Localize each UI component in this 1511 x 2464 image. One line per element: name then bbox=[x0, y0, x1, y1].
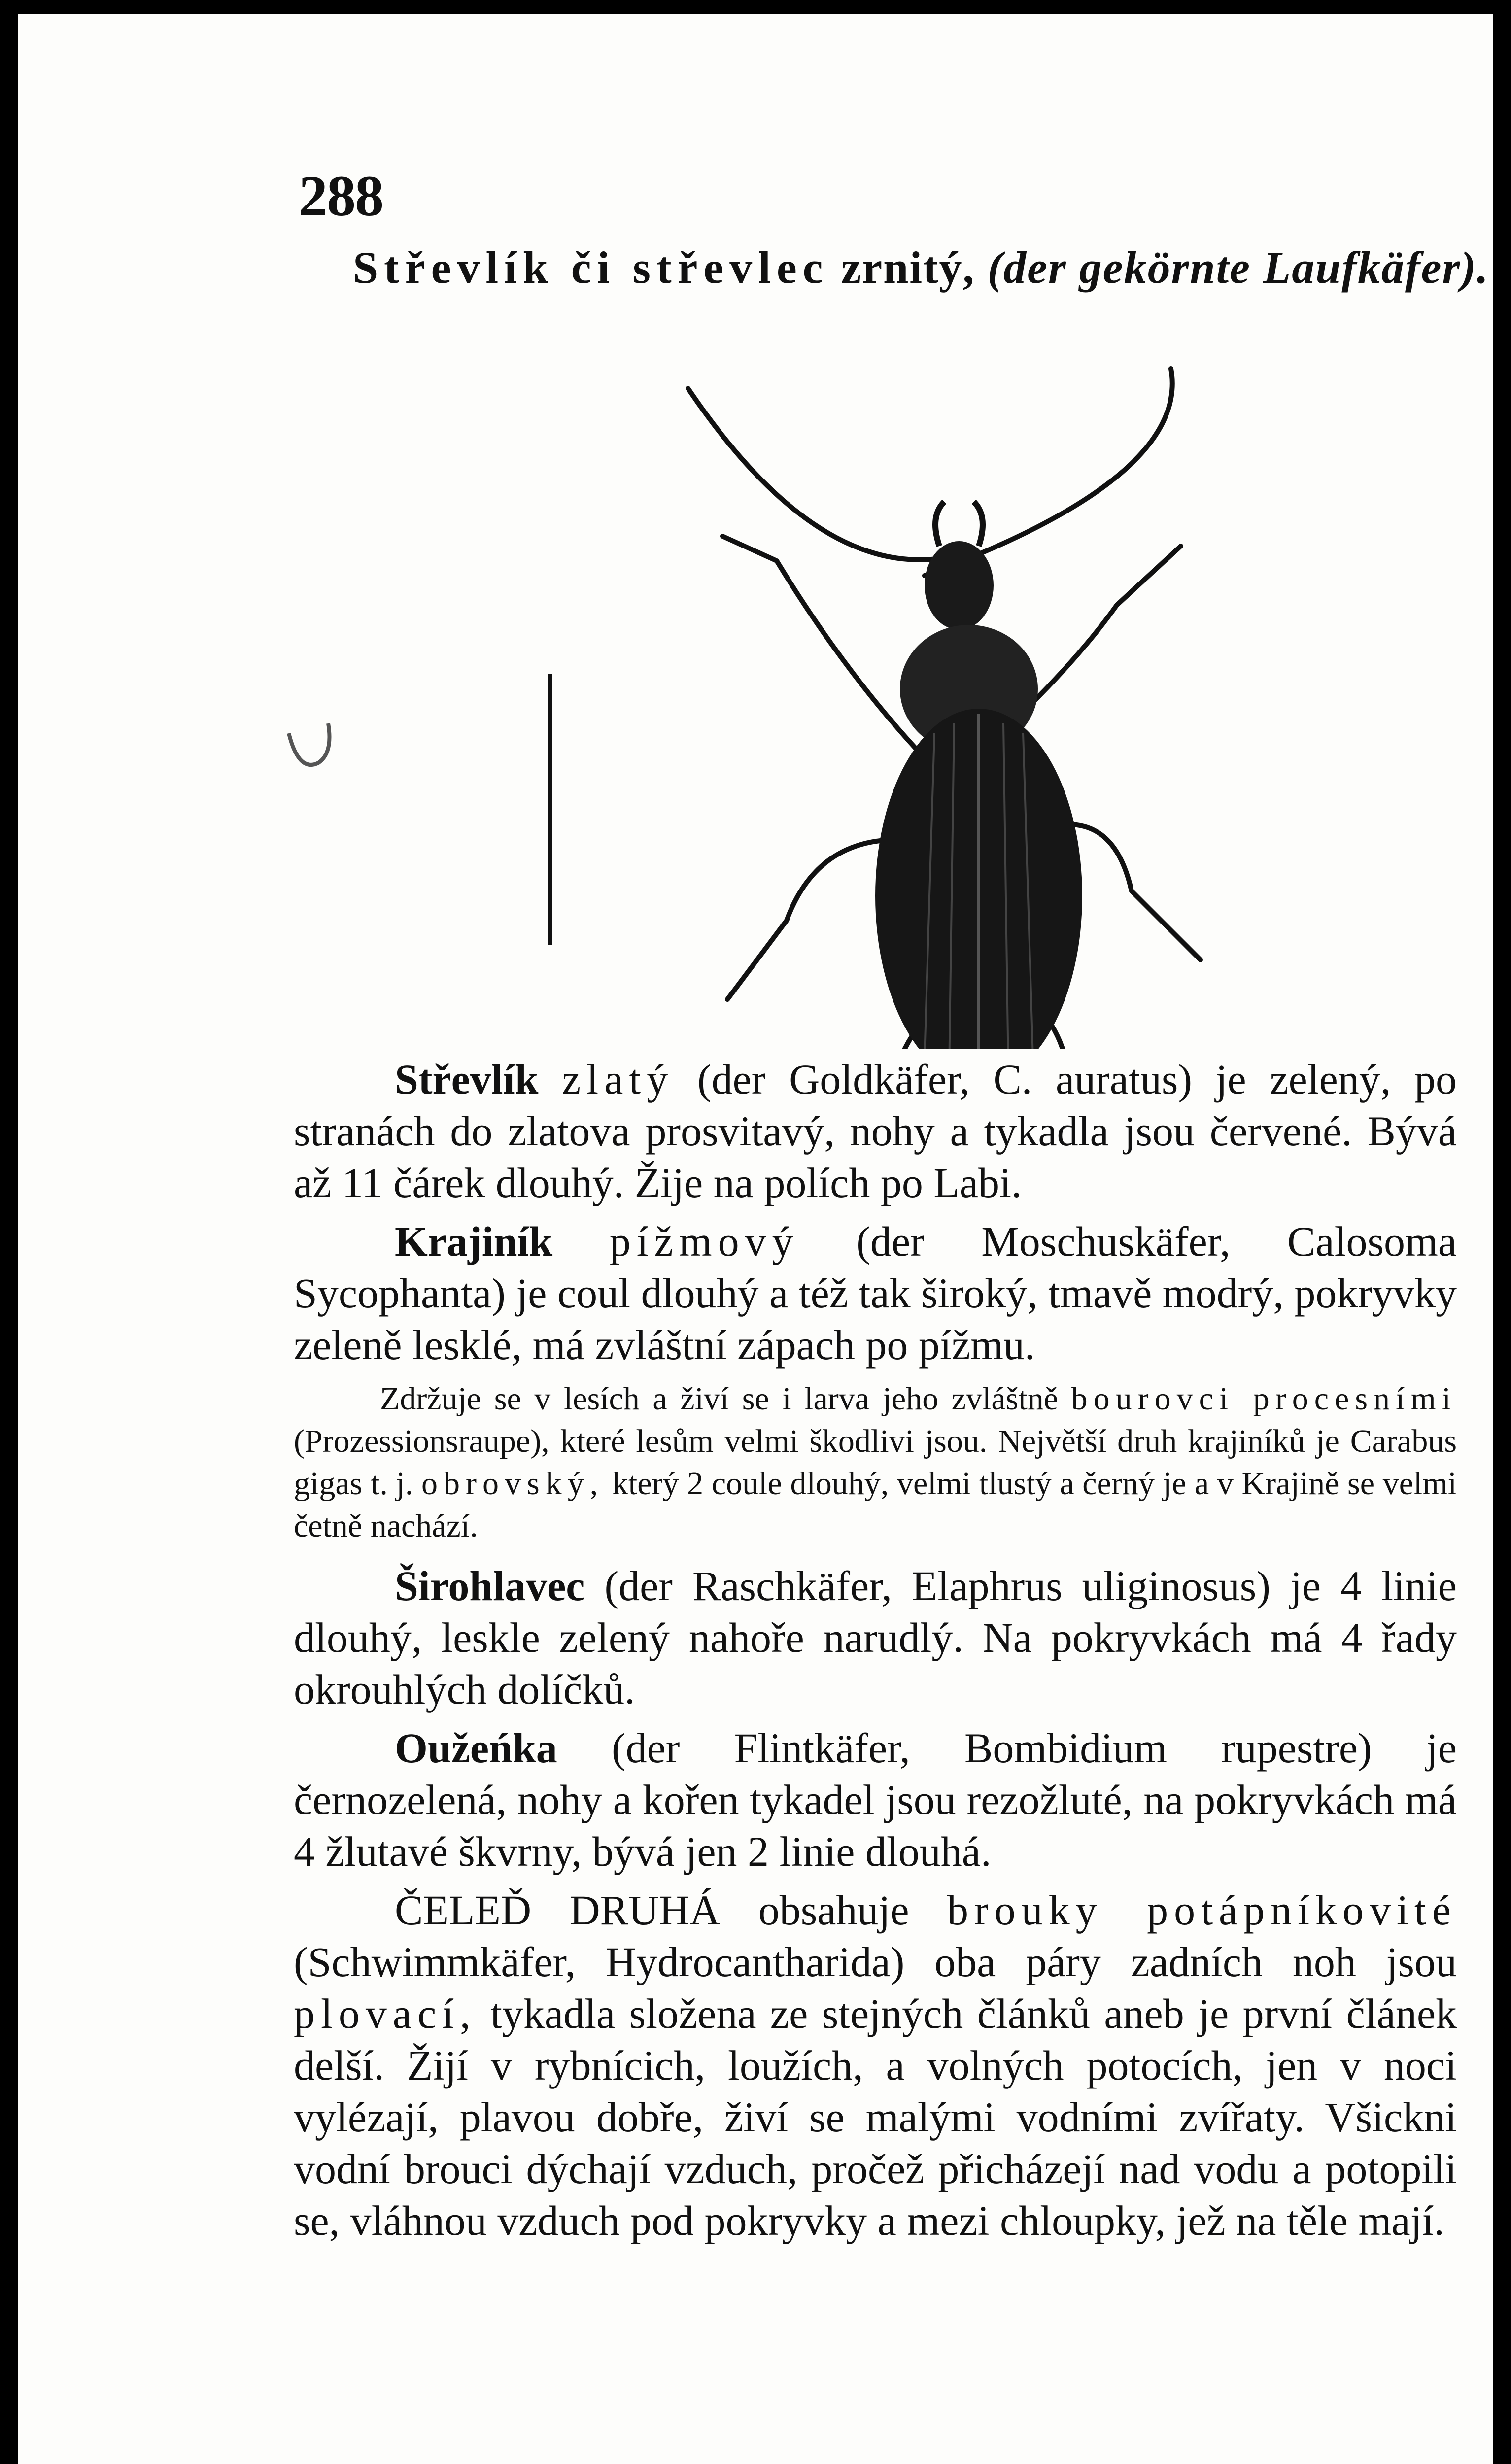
paragraph-text: (der Goldkäfer, C. auratus) je zelený, po stranách do zlatova prosvitavý, nohy a tykadla jsou červené. Bývá až 11 čárek dlouhý. Žije na polích po Labi. bbox=[294, 1056, 1457, 1206]
paragraph-text: (der Flintkäfer, Bombidium rupestre) je černozelená, nohy a kořen tykadel jsou rezožluté, na pokryvkách má 4 žlutavé škvrny, bývá jen 2 linie dlouhá. bbox=[294, 1724, 1457, 1875]
lead-spaced: zlatý bbox=[562, 1056, 674, 1103]
beetle-illustration-icon bbox=[254, 329, 1240, 1049]
section-heading bbox=[353, 241, 1489, 294]
paragraph-krajinik bbox=[294, 1216, 1457, 1371]
book-page bbox=[18, 14, 1493, 2464]
paragraph-celed-druha bbox=[294, 1884, 1457, 2247]
small-text-rest: (Prozessionsraupe), které lesům velmi škodlivi jsou. Největší druh krajiníků je Carabus gigas t. j. bbox=[294, 1423, 1457, 1502]
page-number: 288 bbox=[299, 164, 383, 228]
paragraph-text-2: tykadla složena ze stejných článků aneb je první článek delší. Žijí v rybnícich, loužích, a volných potocích, jen v noci vylézají, plavou dobře, živí se malými vodními zvířaty. Všickni vodní brouci dýchají vzduch, pročež přicházejí nad vodu a potopili se, vláhnou vzduch pod pokryvky a mezi chloupky, jež na těle mají. bbox=[294, 1990, 1457, 2244]
small-spaced: bourovci procesními bbox=[1071, 1381, 1457, 1417]
beetle-head-icon bbox=[925, 541, 994, 630]
lead-spaced: pížmový bbox=[609, 1218, 799, 1265]
paragraph-text: (der Moschuskäfer, Calosoma Sycophanta) je coul dlouhý a též tak široký, tmavě modrý, pokryvky zeleně lesklé, má zvláštní zápach po pížmu. bbox=[294, 1218, 1457, 1369]
heading-german: (der gekörnte Laufkäfer). bbox=[987, 242, 1489, 293]
paragraph-strevlik-zlaty bbox=[294, 1054, 1457, 1209]
paragraph-spaced: plovací, bbox=[294, 1990, 477, 2037]
small-text-rest-2: který 2 coule dlouhý, velmi tlustý a černý je a v Krajině se velmi četně nachází. bbox=[294, 1466, 1457, 1544]
paragraph-ouzenka bbox=[294, 1722, 1457, 1878]
heading-name2: zrnitý, bbox=[841, 242, 975, 293]
paragraph-sirohlavec bbox=[294, 1560, 1457, 1715]
small-text: Zdržuje se v lesích a živí se i larva jeho zvláštně bbox=[380, 1381, 1059, 1417]
paragraph-text: (Schwimmkäfer, Hydrocantharida) oba páry zadních noh jsou bbox=[294, 1938, 1457, 1985]
small-spaced-2: obrovský, bbox=[421, 1466, 604, 1502]
lead-term: Krajiník bbox=[395, 1218, 553, 1265]
lead-spaced: brouky potápníkovité bbox=[947, 1886, 1457, 1934]
margin-mark-icon bbox=[289, 723, 330, 765]
lead-term: ČELEĎ DRUHÁ bbox=[395, 1886, 721, 1934]
lead-plain: obsahuje bbox=[758, 1886, 909, 1934]
body-text bbox=[294, 1054, 1457, 2254]
lead-term: Širohlavec bbox=[395, 1562, 585, 1609]
paragraph-small-note bbox=[294, 1378, 1457, 1547]
lead-term: Oužeńka bbox=[395, 1724, 557, 1772]
lead-term: Střevlík bbox=[395, 1056, 539, 1103]
heading-name: Střevlík či střevlec bbox=[353, 242, 829, 293]
paragraph-text: (der Raschkäfer, Elaphrus uliginosus) je 4 linie dlouhý, leskle zelený nahoře narudlý. Na pokryvkách má 4 řady okrouhlých dolíčků. bbox=[294, 1562, 1457, 1713]
